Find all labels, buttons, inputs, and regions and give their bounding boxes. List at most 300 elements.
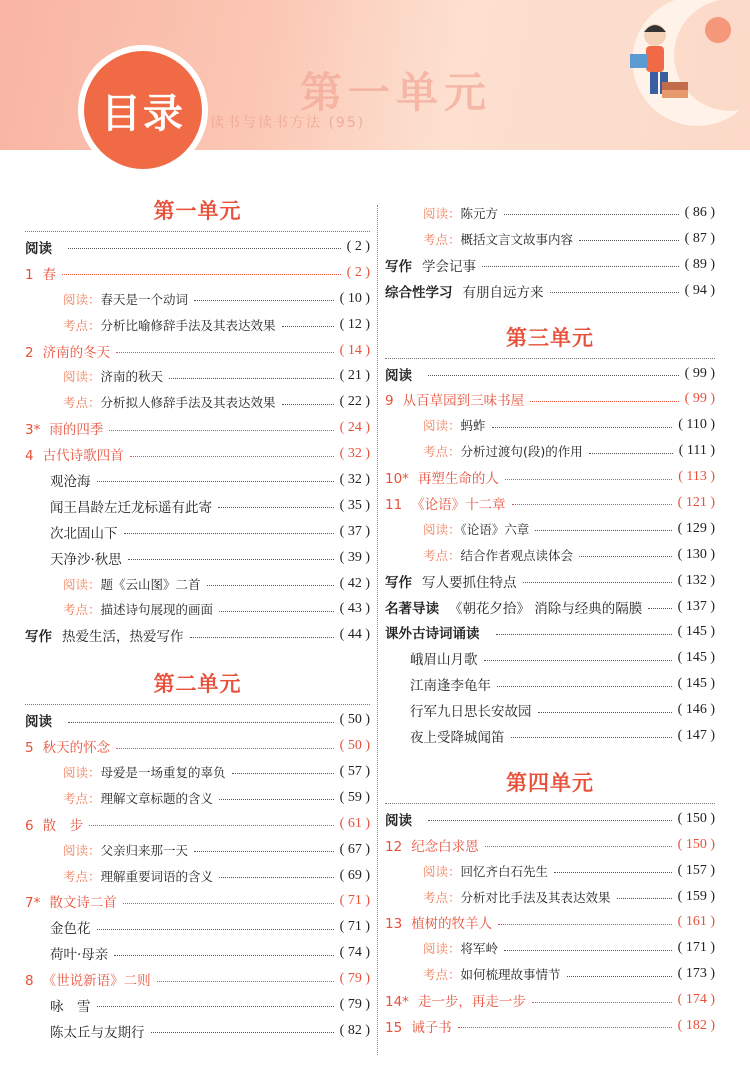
extension-entry (25, 312, 370, 338)
entry-text: 分析对比手法及其表达效果 (460, 889, 611, 905)
entry-text: 陈元方 (460, 205, 499, 221)
entry-tag: 阅读 (423, 418, 449, 434)
entry-label (423, 888, 611, 906)
dot-leader (282, 404, 334, 405)
dot-leader (535, 530, 671, 531)
page-number: ( 39 ) (339, 549, 370, 565)
extension-entry (25, 571, 370, 597)
poem-entry (25, 545, 370, 571)
entry-label (50, 943, 108, 963)
page-number: ( 14 ) (339, 342, 370, 358)
lesson-title: 植树的牧羊人 (411, 916, 493, 933)
dot-leader (219, 877, 334, 878)
dot-leader (116, 352, 334, 353)
tag-separator: ： (448, 941, 461, 957)
unit-2-entries (25, 707, 370, 1044)
page-number: ( 150 ) (677, 810, 715, 826)
entry-label (385, 493, 506, 513)
entry-label (63, 841, 188, 859)
dot-leader (550, 292, 679, 293)
header-watermark-sub: 读书与读书方法 (95) (210, 115, 366, 131)
poem-entry (385, 723, 715, 749)
toc-entry (385, 278, 715, 304)
tag-separator: ： (88, 764, 101, 780)
unit-title-3: 第三单元 (506, 325, 594, 350)
poem-title: 江南逢李龟年 (410, 678, 491, 695)
header-watermark: 第一单元 (300, 68, 493, 117)
tag-separator: ： (448, 231, 461, 247)
dot-leader (282, 326, 334, 327)
tag-separator: ： (88, 395, 101, 411)
entry-label (423, 230, 573, 248)
dot-leader (428, 375, 679, 376)
lesson-title: 《世说新语》二则 (42, 973, 151, 990)
toc-right-column (385, 200, 715, 1039)
lesson-entry (385, 386, 715, 412)
poem-entry (385, 697, 715, 723)
page-number: ( 173 ) (677, 966, 715, 982)
entry-label (385, 571, 517, 591)
dot-leader (492, 427, 673, 428)
lesson-title: 走一步，再走一步 (417, 994, 526, 1011)
dot-leader (116, 748, 334, 749)
page-number: ( 89 ) (684, 256, 715, 272)
entry-text: 母爱是一场重复的辜负 (100, 764, 226, 780)
entry-label (25, 969, 151, 989)
dot-leader (497, 686, 672, 687)
poem-entry (385, 645, 715, 671)
entry-label (25, 710, 62, 730)
lesson-entry (385, 832, 715, 858)
page-number: ( 24 ) (339, 420, 370, 436)
extension-entry (385, 412, 715, 438)
page-number: ( 43 ) (339, 601, 370, 617)
unit-title-4: 第四单元 (506, 770, 594, 795)
entry-text: 理解文章标题的含义 (100, 790, 214, 806)
extension-entry (25, 759, 370, 785)
entry-tag: 考点 (423, 889, 449, 905)
page-number: ( 82 ) (339, 1022, 370, 1038)
entry-label (385, 622, 490, 642)
toc-entry (25, 707, 370, 733)
dot-leader (523, 582, 672, 583)
poem-title: 观沧海 (50, 473, 91, 490)
extension-entry (385, 516, 715, 542)
entry-label (63, 367, 163, 385)
dot-leader (589, 453, 673, 454)
entry-tag: 考点 (423, 444, 449, 460)
tag-separator: ： (88, 842, 101, 858)
dot-leader (124, 533, 334, 534)
unit-3-entries (385, 361, 715, 749)
entry-tag: 考点 (63, 602, 89, 618)
page-number: ( 145 ) (677, 624, 715, 640)
dot-leader (219, 799, 334, 800)
entry-label (50, 1021, 145, 1041)
entry-text: 回忆齐白石先生 (460, 863, 549, 879)
entry-label (385, 835, 479, 855)
column-divider (377, 205, 378, 1055)
page-number: ( 79 ) (339, 996, 370, 1012)
lesson-number: 12 (385, 838, 403, 855)
dot-leader (97, 1006, 334, 1007)
dot-leader (496, 634, 672, 635)
page-number: ( 21 ) (339, 368, 370, 384)
page-number: ( 44 ) (339, 627, 370, 643)
section-heading: 写作 (25, 629, 52, 646)
lesson-entry (25, 441, 370, 467)
dot-leader (207, 585, 334, 586)
poem-entry (25, 519, 370, 545)
poem-title: 峨眉山月歌 (410, 652, 478, 669)
lesson-number: 14* (385, 994, 409, 1011)
poem-title: 夜上受降城闻笛 (410, 729, 505, 746)
lesson-title: 雨的四季 (49, 422, 104, 439)
lesson-title: 《论语》十二章 (411, 496, 506, 513)
lesson-entry (25, 888, 370, 914)
dot-leader (579, 556, 672, 557)
dot-leader (97, 481, 334, 482)
dot-leader (151, 1032, 334, 1033)
entry-text: 结合作者观点读体会 (460, 547, 574, 563)
page-number: ( 121 ) (677, 494, 715, 510)
entry-label (385, 1016, 452, 1036)
entry-label (25, 341, 110, 361)
dot-leader (617, 898, 672, 899)
dot-leader (218, 507, 334, 508)
tag-separator: ： (448, 889, 461, 905)
poem-title: 荷叶·母亲 (50, 947, 109, 964)
lesson-title: 从百草园到三味书屋 (402, 393, 525, 410)
unit-title-2: 第二单元 (153, 672, 242, 697)
entry-text: 理解重要词语的含义 (100, 868, 214, 884)
page-number: ( 99 ) (684, 365, 715, 381)
page-number: ( 42 ) (339, 575, 370, 591)
lesson-entry (25, 811, 370, 837)
dot-leader (68, 248, 341, 249)
poem-title: 咏 雪 (50, 998, 91, 1015)
page-number: ( 113 ) (678, 469, 715, 485)
section-subtitle: 《朝花夕拾》 消除与经典的隔膜 (449, 600, 643, 617)
entry-text: 济南的秋天 (100, 369, 164, 385)
page-number: ( 86 ) (684, 204, 715, 220)
tag-separator: ： (88, 790, 101, 806)
lesson-entry (25, 966, 370, 992)
entry-text: 概括文言文故事内容 (460, 231, 574, 247)
page-number: ( 35 ) (339, 497, 370, 513)
page-number: ( 2 ) (346, 264, 370, 280)
dot-leader (89, 825, 334, 826)
toc-entry (25, 234, 370, 260)
dot-leader (130, 456, 334, 457)
page-number: ( 129 ) (677, 520, 715, 536)
dot-leader (169, 378, 334, 379)
unit-divider (385, 358, 715, 359)
entry-tag: 阅读 (423, 863, 449, 879)
dot-leader (219, 611, 334, 612)
lesson-entry (385, 490, 715, 516)
dot-leader (554, 872, 672, 873)
extension-entry (385, 542, 715, 568)
tag-separator: ： (448, 444, 461, 460)
entry-label (63, 600, 213, 618)
extension-entry (25, 837, 370, 863)
dot-leader (532, 1002, 672, 1003)
poem-entry (25, 493, 370, 519)
tag-separator: ： (88, 602, 101, 618)
dot-leader (97, 929, 334, 930)
lesson-number: 9 (385, 393, 394, 410)
tag-separator: ： (88, 317, 101, 333)
entry-label (423, 204, 498, 222)
entry-tag: 考点 (63, 790, 89, 806)
entry-text: 分析拟人修辞手法及其表达效果 (100, 395, 276, 411)
page-number: ( 10 ) (339, 290, 370, 306)
entry-label (25, 891, 117, 911)
dot-leader (232, 773, 334, 774)
dot-leader (485, 846, 672, 847)
extension-entry (25, 863, 370, 889)
lesson-entry (25, 415, 370, 441)
lesson-number: 3* (25, 422, 41, 439)
dot-leader (109, 430, 333, 431)
entry-tag: 阅读 (63, 764, 89, 780)
section-heading: 阅读 (25, 714, 52, 731)
extension-entry (385, 200, 715, 226)
lesson-entry (385, 987, 715, 1013)
entry-label (423, 416, 486, 434)
lesson-title: 古代诗歌四首 (42, 448, 124, 465)
page-number: ( 71 ) (339, 893, 370, 909)
section-subtitle: 热爱生活，热爱写作 (62, 629, 184, 646)
extension-entry (385, 858, 715, 884)
lesson-number: 2 (25, 344, 34, 361)
extension-entry (385, 884, 715, 910)
entry-tag: 阅读 (63, 291, 89, 307)
entry-label (25, 263, 56, 283)
entry-label (63, 575, 201, 593)
entry-text: 蚂蚱 (460, 418, 486, 434)
entry-label (63, 393, 276, 411)
entry-label (63, 290, 188, 308)
extension-entry (25, 363, 370, 389)
page-number: ( 161 ) (677, 914, 715, 930)
tag-separator: ： (448, 205, 461, 221)
page-number: ( 94 ) (684, 282, 715, 298)
entry-label (50, 496, 212, 516)
dot-leader (194, 300, 334, 301)
entry-tag: 阅读 (423, 205, 449, 221)
unit-divider (25, 704, 370, 705)
lesson-number: 4 (25, 448, 34, 465)
page-number: ( 57 ) (339, 763, 370, 779)
entry-label (385, 281, 544, 301)
page-number: ( 174 ) (677, 992, 715, 1008)
toc-entry (385, 619, 715, 645)
lesson-entry (25, 338, 370, 364)
poem-title: 闻王昌龄左迁龙标遥有此寄 (50, 499, 212, 516)
entry-label (385, 389, 524, 409)
poem-entry (25, 992, 370, 1018)
page-number: ( 87 ) (684, 230, 715, 246)
toc-entry (385, 361, 715, 387)
lesson-entry (385, 464, 715, 490)
page-number: ( 157 ) (677, 862, 715, 878)
poem-entry (25, 914, 370, 940)
dot-leader (128, 559, 334, 560)
dot-leader (458, 1027, 672, 1028)
unit-title-1: 第一单元 (153, 199, 242, 223)
poem-entry (25, 467, 370, 493)
poem-entry (25, 940, 370, 966)
dot-leader (504, 950, 672, 951)
entry-text: 春天是一个动词 (100, 291, 189, 307)
tag-separator: ： (88, 576, 101, 592)
page-title: 目录 (84, 51, 202, 169)
entry-label (63, 763, 226, 781)
lesson-title: 秋天的怀念 (42, 740, 111, 757)
dot-leader (484, 660, 672, 661)
lesson-number: 7* (25, 895, 41, 912)
section-heading: 课外古诗词诵读 (385, 626, 480, 643)
entry-tag: 考点 (423, 547, 449, 563)
lesson-entry (25, 733, 370, 759)
entry-label (410, 726, 505, 746)
entry-text: 分析过渡句(段)的作用 (460, 444, 583, 460)
entry-tag: 考点 (423, 231, 449, 247)
toc-entry (385, 806, 715, 832)
entry-label (50, 995, 91, 1015)
poem-title: 行军九日思长安故园 (410, 704, 532, 721)
page-number: ( 71 ) (339, 919, 370, 935)
dot-leader (498, 924, 671, 925)
entry-text: 将军岭 (460, 941, 499, 957)
extension-entry (25, 389, 370, 415)
poem-title: 陈太丘与友期行 (50, 1024, 145, 1041)
section-subtitle: 有朋自远方来 (462, 284, 544, 301)
lesson-title: 春 (42, 266, 57, 283)
page-number: ( 182 ) (677, 1017, 715, 1033)
section-heading: 写作 (385, 258, 412, 275)
tag-separator: ： (448, 967, 461, 983)
lesson-entry (385, 1013, 715, 1039)
section-heading: 阅读 (25, 240, 52, 257)
entry-text: 题《云山图》二首 (100, 576, 201, 592)
entry-label (385, 364, 422, 384)
section-heading: 写作 (385, 574, 412, 591)
page-number: ( 137 ) (677, 598, 715, 614)
toc-entry (385, 568, 715, 594)
poem-title: 金色花 (50, 921, 91, 938)
entry-label (25, 736, 110, 756)
page-number: ( 59 ) (339, 789, 370, 805)
page-number: ( 145 ) (677, 676, 715, 692)
page-number: ( 69 ) (339, 867, 370, 883)
entry-label (410, 648, 478, 668)
extension-entry (385, 961, 715, 987)
section-heading: 综合性学习 (385, 284, 453, 301)
entry-text: 分析比喻修辞手法及其表达效果 (100, 317, 276, 333)
page-number: ( 22 ) (339, 394, 370, 410)
entry-tag: 阅读 (423, 521, 449, 537)
page-number: ( 37 ) (339, 523, 370, 539)
poem-title: 天净沙·秋思 (50, 551, 122, 568)
entry-text: 《论语》六章 (460, 521, 530, 537)
entry-label (410, 700, 532, 720)
entry-tag: 考点 (63, 317, 89, 333)
dot-leader (504, 214, 679, 215)
tag-separator: ： (448, 547, 461, 563)
lesson-entry (25, 260, 370, 286)
entry-label (423, 442, 583, 460)
poem-entry (385, 671, 715, 697)
entry-text: 父亲归来那一天 (100, 842, 189, 858)
entry-text: 描述诗句展现的画面 (100, 602, 214, 618)
section-heading: 阅读 (385, 812, 412, 829)
unit-divider (385, 803, 715, 804)
toc-entry (385, 594, 715, 620)
entry-label (423, 862, 548, 880)
entry-tag: 考点 (63, 395, 89, 411)
entry-label (423, 965, 561, 983)
dot-leader (538, 712, 672, 713)
entry-label (50, 470, 91, 490)
page-number: ( 32 ) (339, 446, 370, 462)
entry-tag: 阅读 (63, 369, 89, 385)
lesson-number: 13 (385, 916, 403, 933)
tag-separator: ： (88, 868, 101, 884)
entry-label (50, 548, 122, 568)
page-number: ( 146 ) (677, 702, 715, 718)
page-number: ( 145 ) (677, 650, 715, 666)
entry-label (423, 939, 498, 957)
lesson-number: 11 (385, 496, 403, 513)
entry-label (385, 912, 492, 932)
entry-label (25, 814, 83, 834)
lesson-number: 6 (25, 817, 34, 834)
entry-label (25, 237, 62, 257)
page-number: ( 67 ) (339, 841, 370, 857)
lesson-title: 纪念白求恩 (411, 838, 479, 855)
page-number: ( 50 ) (339, 738, 370, 754)
lesson-entry (385, 909, 715, 935)
dot-leader (62, 274, 341, 275)
section-subtitle: 写人要抓住特点 (422, 574, 517, 591)
dot-leader (511, 737, 672, 738)
dot-leader (190, 637, 334, 638)
dot-leader (157, 981, 334, 982)
toc-entry (25, 622, 370, 648)
dot-leader (567, 976, 672, 977)
lesson-title: 诫子书 (411, 1019, 452, 1036)
dot-leader (428, 820, 672, 821)
dot-leader (114, 955, 333, 956)
lesson-title: 散 步 (42, 817, 84, 834)
entry-tag: 阅读 (63, 842, 89, 858)
lesson-title: 济南的冬天 (42, 344, 111, 361)
page-number: ( 110 ) (678, 417, 715, 433)
lesson-title: 散文诗二首 (49, 895, 117, 912)
entry-label (50, 917, 91, 937)
entry-label (63, 789, 213, 807)
section-heading: 阅读 (385, 367, 412, 384)
page-number: ( 159 ) (677, 888, 715, 904)
page-number: ( 99 ) (684, 391, 715, 407)
page-number: ( 74 ) (339, 945, 370, 961)
dot-leader (68, 722, 334, 723)
dot-leader (579, 240, 679, 241)
extension-entry (385, 438, 715, 464)
